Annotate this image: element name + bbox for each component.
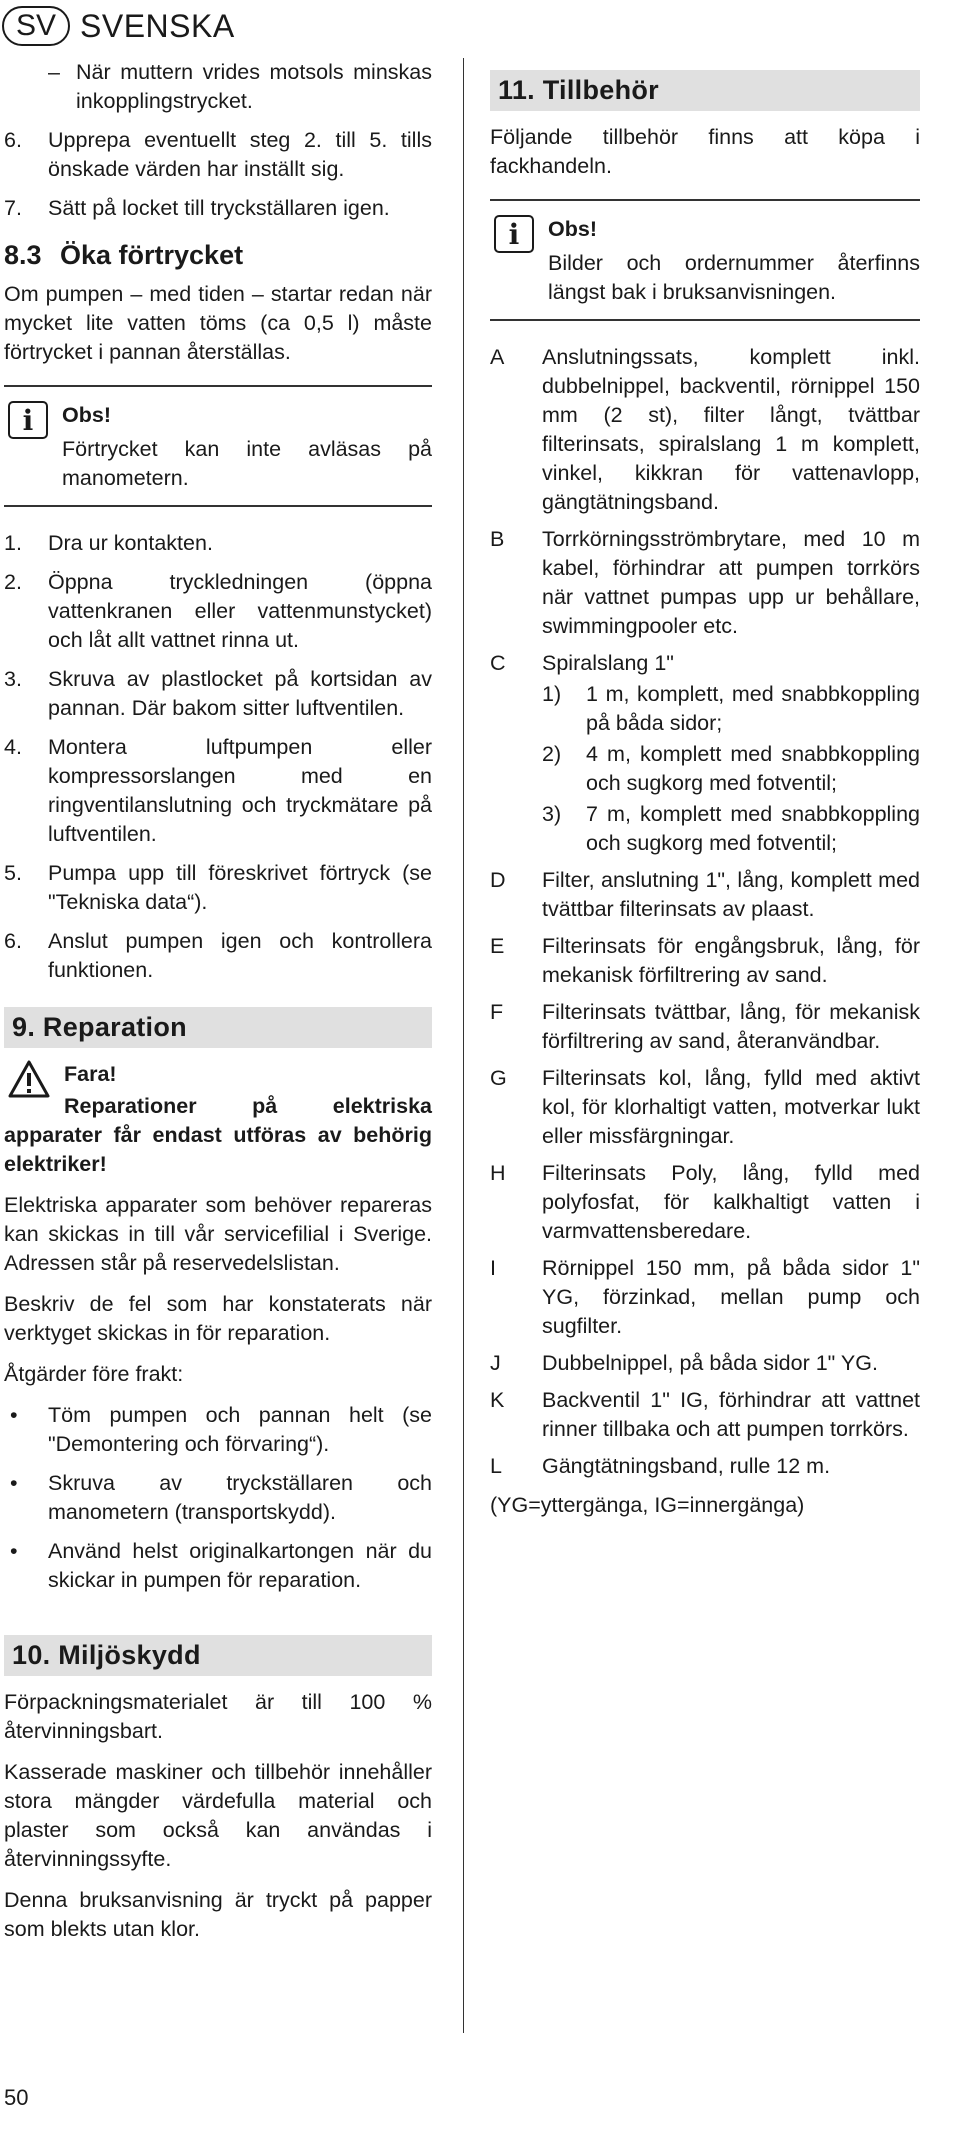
subitem-number: 1) — [542, 682, 562, 706]
step-number: 6. — [4, 128, 22, 152]
paragraph: Beskriv de fel som har konstaterats när verktyget skickas in för reparation. — [4, 1292, 432, 1345]
subitem-number: 2) — [542, 742, 562, 766]
accessory-text: Torrkörningsströmbrytare, med 10 m kabel, förhindrar att pumpen torrkörs när vattnet pumpas upp ur behållare, swimmingpooler etc. — [542, 527, 920, 638]
step-text: Dra ur kontakten. — [48, 531, 213, 555]
accessory-item — [490, 1349, 920, 1378]
note-box — [4, 385, 432, 507]
thread-legend: (YG=yttergänga, IG=innergänga) — [490, 1493, 805, 1517]
danger-title: Fara! — [64, 1062, 117, 1086]
accessory-letter: D — [490, 868, 506, 892]
accessory-letter: H — [490, 1161, 506, 1185]
step-item — [4, 194, 432, 223]
right-column — [490, 58, 920, 1532]
step-number: 7. — [4, 196, 22, 220]
bullet-text: Använd helst originalkartongen när du skickar in pumpen för reparation. — [48, 1539, 432, 1592]
accessory-letter: I — [490, 1256, 496, 1280]
subsection-heading-8-3 — [4, 241, 432, 270]
step-item — [4, 859, 432, 917]
language-code-badge: SV — [2, 6, 70, 46]
accessory-item — [490, 866, 920, 924]
step-item — [4, 126, 432, 184]
paragraph: Kasserade maskiner och tillbehör innehåller stora mängder värdefulla material och plaster som också kan användas i återvinningssyfte. — [4, 1760, 432, 1871]
step-item — [4, 568, 432, 655]
subitem-number: 3) — [542, 802, 562, 826]
note-title: Obs! — [548, 217, 597, 241]
accessory-item — [490, 932, 920, 990]
accessory-subitem — [542, 800, 920, 858]
info-icon: i — [494, 215, 534, 253]
step-text: Upprepa eventuellt steg 2. till 5. tills önskade värden har inställt sig. — [48, 128, 432, 181]
section-heading-tillbehor: 11. Tillbehör — [490, 70, 920, 111]
accessory-item — [490, 1064, 920, 1151]
bullet-item — [4, 1401, 432, 1459]
step-text: Skruva av plastlocket på kortsidan av pannan. Där bakom sitter luftventilen. — [48, 667, 432, 720]
note-text: Förtrycket kan inte avläsas på manometern. — [62, 437, 432, 490]
paragraph: Om pumpen – med tiden – startar redan när mycket lite vatten töms (ca 0,5 l) måste förtrycket i pannan återställas. — [4, 282, 432, 364]
danger-text: Reparationer på elektriska apparater får endast utföras av behörig elektriker! — [4, 1094, 432, 1176]
accessory-item — [490, 525, 920, 641]
dash-item-text: När muttern vrides motsols minskas inkopplingstrycket. — [76, 60, 432, 113]
bullet-text: Töm pumpen och pannan helt (se "Demontering och förvaring“). — [48, 1403, 432, 1456]
subsection-title: Öka förtrycket — [60, 240, 244, 270]
warning-icon — [8, 1060, 50, 1098]
column-divider — [463, 58, 464, 2033]
bullet-icon: • — [10, 1403, 18, 1427]
subsection-number: 8.3 — [4, 240, 42, 270]
accessory-text: Filter, anslutning 1", lång, komplett med tvättbar filterinsats av plaast. — [542, 868, 920, 921]
accessory-text: Filterinsats Poly, lång, fylld med polyfosfat, för kalkhaltigt vatten i varmvattensberedare. — [542, 1161, 920, 1243]
accessory-letter: B — [490, 527, 505, 551]
accessory-letter: F — [490, 1000, 504, 1024]
subitem-text: 4 m, komplett med snabbkoppling och sugkorg med fotventil; — [586, 742, 920, 795]
step-item — [4, 733, 432, 849]
accessory-text: Gängtätningsband, rulle 12 m. — [542, 1454, 831, 1478]
note-text: Bilder och ordernummer återfinns längst bak i bruksanvisningen. — [548, 251, 920, 304]
step-number: 2. — [4, 570, 22, 594]
paragraph: Elektriska apparater som behöver repareras kan skickas in till vår servicefilial i Sverige. Adressen står på reservedelslistan. — [4, 1193, 432, 1275]
bullet-item — [4, 1537, 432, 1595]
accessory-text: Backventil 1" IG, förhindrar att vattnet rinner tillbaka och att pumpen torrkörs. — [542, 1388, 920, 1441]
step-item — [4, 927, 432, 985]
bullet-icon: • — [10, 1471, 18, 1495]
paragraph: Förpackningsmaterialet är till 100 % återvinningsbart. — [4, 1690, 432, 1743]
accessory-item — [490, 1452, 920, 1481]
accessory-text: Filterinsats kol, lång, fylld med aktivt kol, för klorhaltigt vatten, motverkar lukt eller missfärgningar. — [542, 1066, 920, 1148]
note-title: Obs! — [62, 403, 111, 427]
accessory-letter: C — [490, 651, 506, 675]
step-number: 1. — [4, 531, 22, 555]
accessory-text: Spiralslang 1" — [542, 651, 674, 675]
accessory-item — [490, 343, 920, 517]
info-icon: i — [8, 401, 48, 439]
paragraph: Denna bruksanvisning är tryckt på papper som blekts utan klor. — [4, 1888, 432, 1941]
step-number: 5. — [4, 861, 22, 885]
dash-item: – När muttern vrides motsols minskas inkopplingstrycket. — [4, 58, 432, 116]
step-item — [4, 665, 432, 723]
accessory-letter: A — [490, 345, 505, 369]
step-text: Montera luftpumpen eller kompressorslangen med en ringventilanslutning och tryckmätare på luftventilen. — [48, 735, 432, 846]
accessory-text: Dubbelnippel, på båda sidor 1" YG. — [542, 1351, 878, 1375]
accessory-text: Filterinsats för engångsbruk, lång, för mekanisk förfiltrering av sand. — [542, 934, 920, 987]
paragraph: Åtgärder före frakt: — [4, 1362, 184, 1386]
left-column — [4, 58, 432, 1956]
step-number: 6. — [4, 929, 22, 953]
step-number: 3. — [4, 667, 22, 691]
accessory-letter: G — [490, 1066, 507, 1090]
step-number: 4. — [4, 735, 22, 759]
subitem-text: 1 m, komplett, med snabbkoppling på båda sidor; — [586, 682, 920, 735]
step-text: Anslut pumpen igen och kontrollera funktionen. — [48, 929, 432, 982]
step-item — [4, 529, 432, 558]
language-header — [2, 4, 235, 48]
accessory-letter: K — [490, 1388, 505, 1412]
bullet-item — [4, 1469, 432, 1527]
accessory-text: Filterinsats tvättbar, lång, för mekanisk förfiltrering av sand, återanvändbar. — [542, 1000, 920, 1053]
danger-notice — [4, 1060, 432, 1179]
accessory-letter: J — [490, 1351, 501, 1375]
accessory-item — [490, 1254, 920, 1341]
accessory-letter: L — [490, 1454, 502, 1478]
accessory-letter: E — [490, 934, 505, 958]
paragraph: Följande tillbehör finns att köpa i fackhandeln. — [490, 125, 920, 178]
language-name: SVENSKA — [80, 7, 235, 44]
accessory-subitem — [542, 740, 920, 798]
accessory-subitem — [542, 680, 920, 738]
accessory-item — [490, 1386, 920, 1444]
accessory-item — [490, 1159, 920, 1246]
page-number: 50 — [4, 2085, 29, 2110]
accessory-text: Anslutningssats, komplett inkl. dubbelnippel, backventil, rörnippel 150 mm (2 st), filter långt, tvättbar filterinsats, spiralslang 1 m komplett, vinkel, kikkran för vattenavlopp, gängtätningsband. — [542, 345, 920, 514]
step-text: Sätt på locket till tryckställaren igen. — [48, 196, 390, 220]
subitem-text: 7 m, komplett med snabbkoppling och sugkorg med fotventil; — [586, 802, 920, 855]
accessory-item — [490, 649, 920, 858]
section-heading-miljoskydd: 10. Miljöskydd — [4, 1635, 432, 1676]
note-box — [490, 199, 920, 321]
section-heading-reparation: 9. Reparation — [4, 1007, 432, 1048]
bullet-text: Skruva av tryckställaren och manometern (transportskydd). — [48, 1471, 432, 1524]
bullet-icon: • — [10, 1539, 18, 1563]
step-text: Pumpa upp till föreskrivet förtryck (se "Tekniska data“). — [48, 861, 432, 914]
accessory-text: Rörnippel 150 mm, på båda sidor 1" YG, förzinkad, mellan pump och sugfilter. — [542, 1256, 920, 1338]
accessory-item — [490, 998, 920, 1056]
step-text: Öppna tryckledningen (öppna vattenkranen eller vattenmunstycket) och låt allt vattnet rinna ut. — [48, 570, 432, 652]
